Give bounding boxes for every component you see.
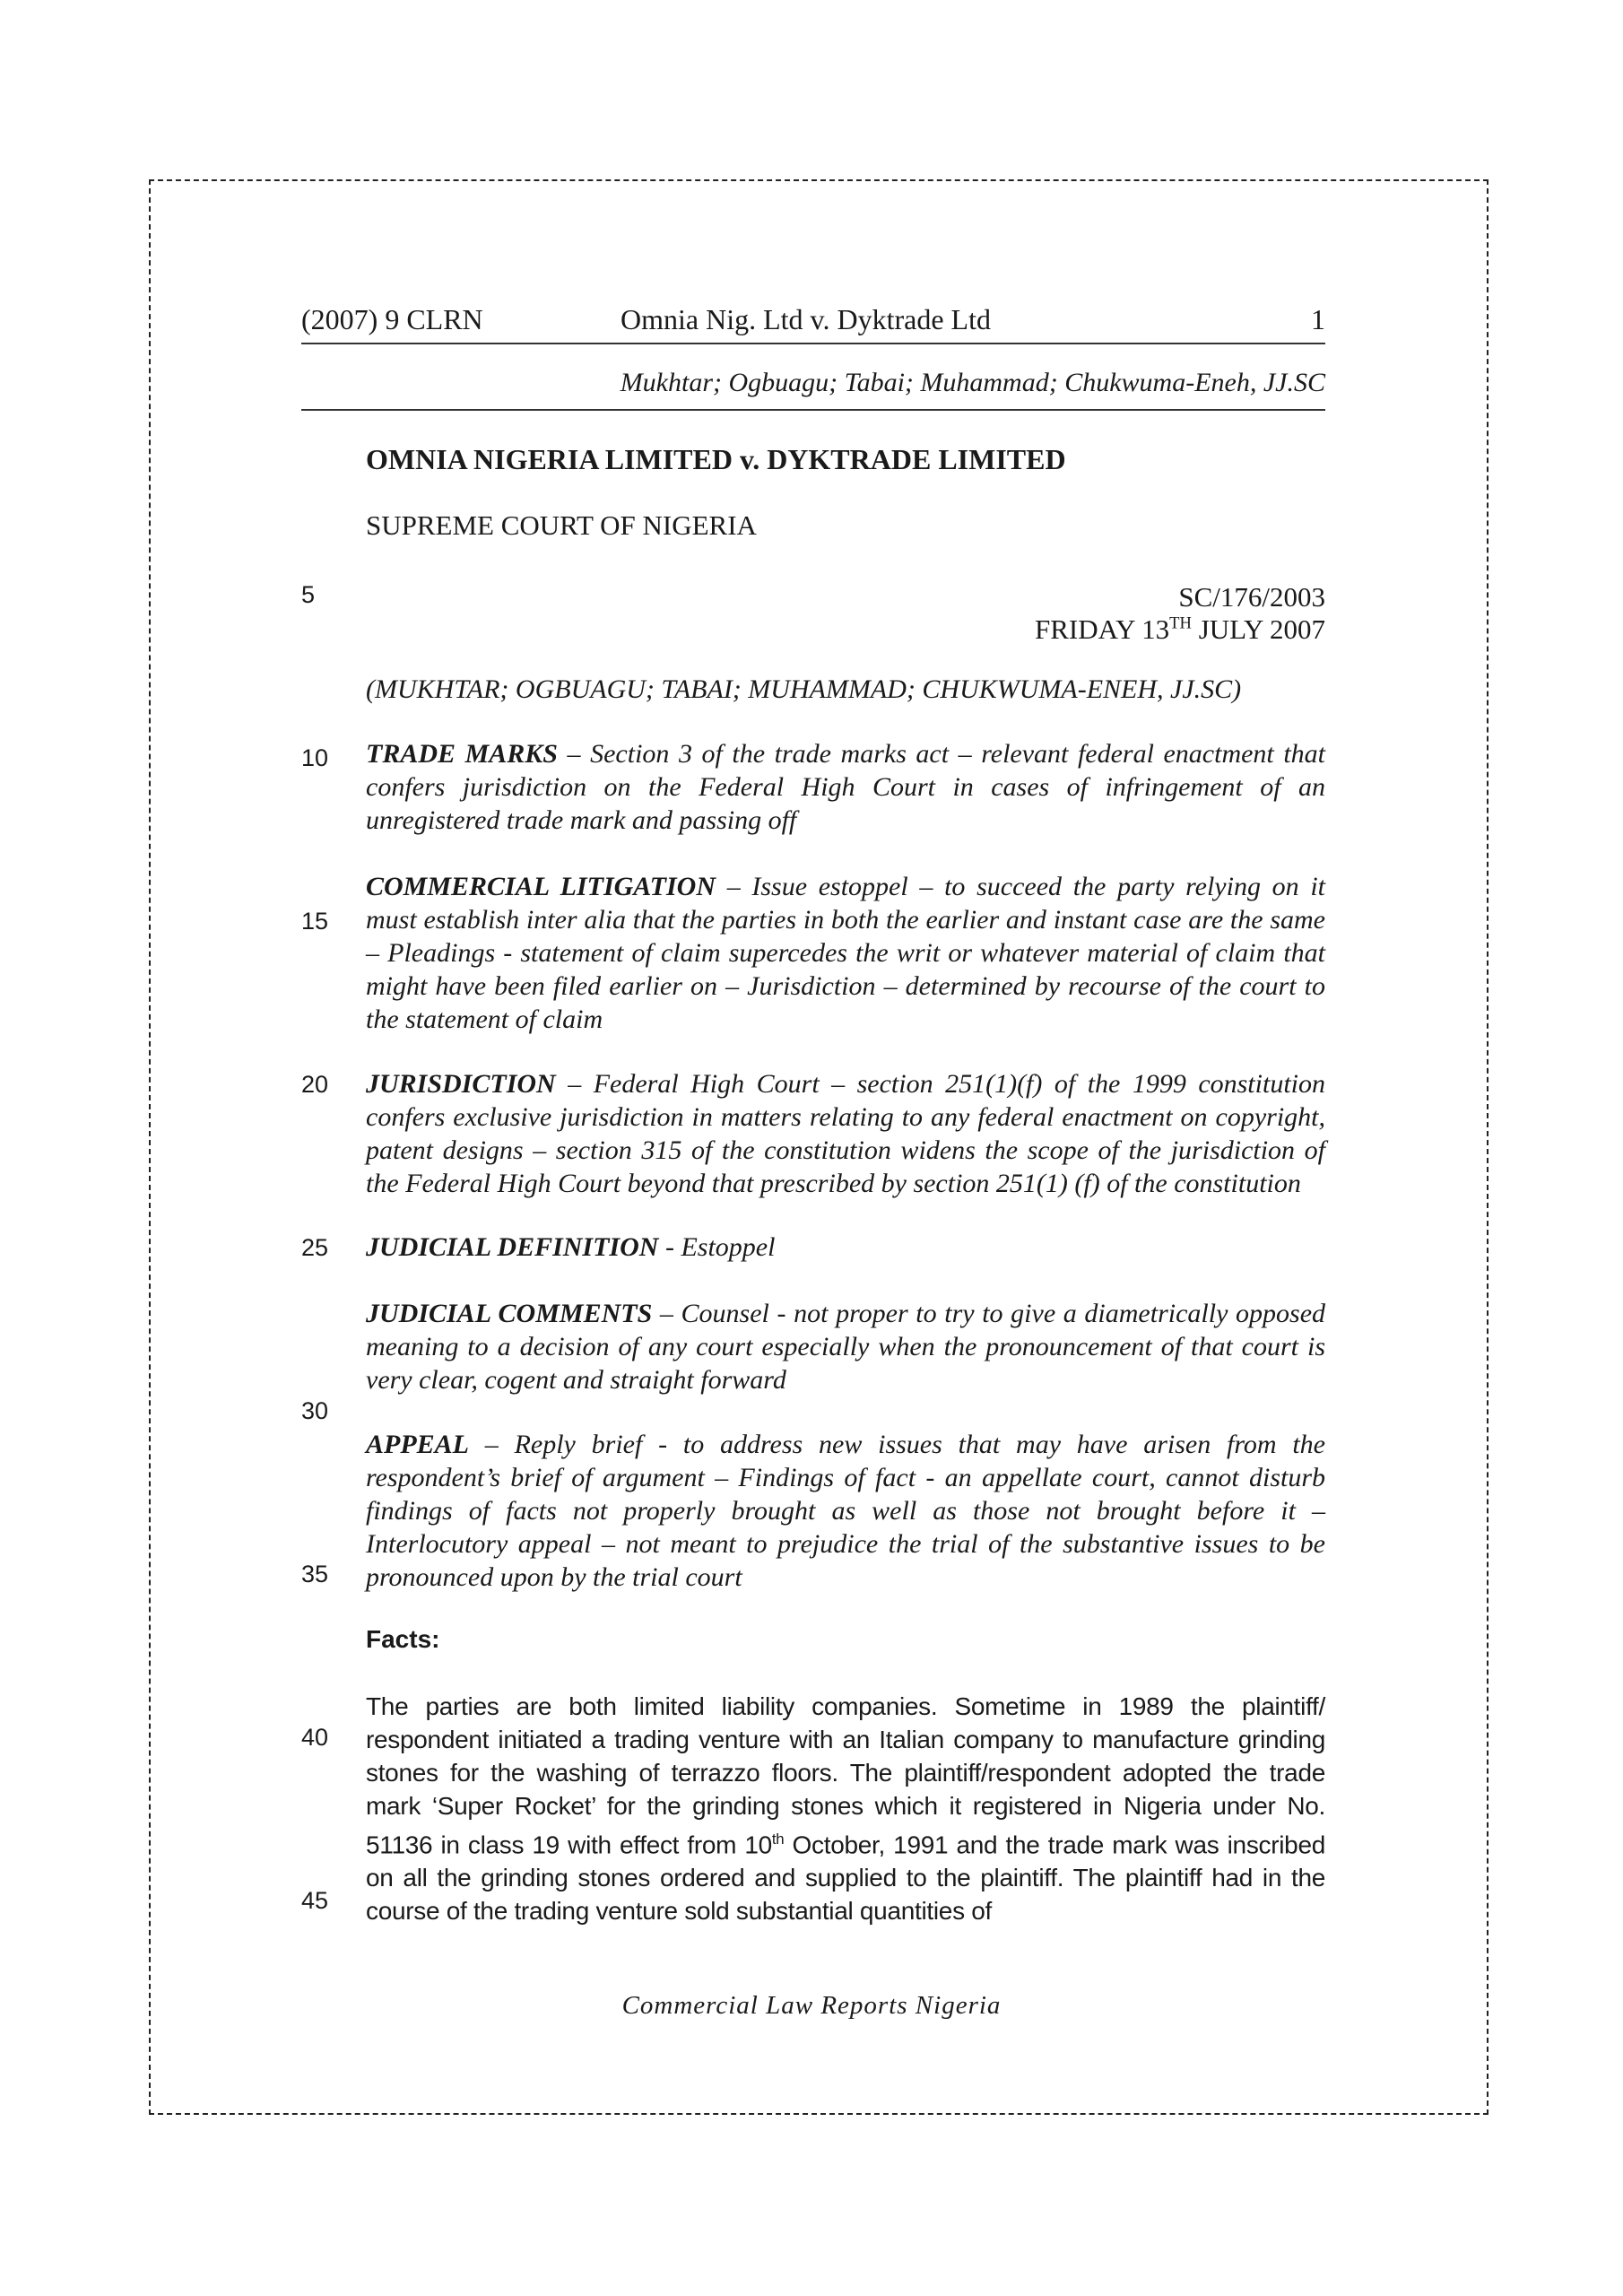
page-number: 1 bbox=[1311, 303, 1325, 335]
line-number: 40 bbox=[301, 1724, 329, 1751]
line-number: 35 bbox=[301, 1561, 329, 1587]
headnote-appeal: APPEAL – Reply brief - to address new issues that may have arisen from the respondent’s brief of argument – Findings of fact - an appellate court, cannot disturb findings of facts not properly brought as well as those not brought before it – Interlocutory appeal – not meant to prejudice the trial of the substantive issues to be pronounced upon by the trial court bbox=[366, 1430, 1325, 1592]
headnote-jurisdiction: JURISDICTION – Federal High Court – section 251(1)(f) of the 1999 constitution confers exclusive jurisdiction in matters relating to any federal enactment on copyright, patent designs – section 315 of the constitution widens the scope of the jurisdiction of the Federal High Court beyond that prescribed by section 251(1) (f) of the constitution bbox=[366, 1069, 1325, 1198]
case-title: OMNIA NIGERIA LIMITED v. DYKTRADE LIMITED bbox=[366, 443, 1066, 475]
line-number: 30 bbox=[301, 1397, 329, 1424]
facts-heading: Facts: bbox=[366, 1625, 440, 1653]
line-number: 45 bbox=[301, 1887, 329, 1914]
running-header bbox=[301, 301, 1325, 344]
justices-header: Mukhtar; Ogbuagu; Tabai; Muhammad; Chukwuma-Eneh, JJ.SC bbox=[301, 368, 1325, 411]
headnote-commercial-litigation: COMMERCIAL LITIGATION – Issue estoppel – to succeed the party relying on it must establish inter alia that the parties in both the earlier and instant case are the same – Pleadings - statement of claim supercedes the writ or whatever material of claim that might have been filed earlier on – Jurisdiction – determined by recourse of the court to the statement of claim bbox=[366, 872, 1325, 1034]
line-number: 10 bbox=[301, 744, 329, 771]
line-number: 15 bbox=[301, 908, 329, 935]
citation: (2007) 9 CLRN bbox=[301, 303, 483, 335]
line-number: 25 bbox=[301, 1234, 329, 1261]
judgment-date: FRIDAY 13TH JULY 2007 bbox=[1035, 613, 1325, 645]
headnote-judicial-comments: JUDICIAL COMMENTS – Counsel - not proper to try to give a diametrically opposed meaning to a decision of any court especially when the pronouncement of that court is very clear, cogent and straight forward bbox=[366, 1299, 1326, 1395]
line-number: 20 bbox=[301, 1071, 329, 1098]
line-number: 5 bbox=[301, 581, 316, 608]
facts-paragraph: The parties are both limited liability companies. Sometime in 1989 the plaintiff/ respondent initiated a trading venture with an Italian company to manufacture grinding stones for the washing of terrazzo floors. The plaintiff/respondent adopted the trade mark ‘Super Rocket’ for the grinding stones which it registered in Nigeria under No. 51136 in class 19 with effect from 10th October, 1991 and the trade mark was inscribed on all the grinding stones ordered and supplied to the plaintiff. The plaintiff had in the course of the trading venture sold substantial quantities of bbox=[366, 1692, 1325, 1926]
headnote-trade-marks: TRADE MARKS – Section 3 of the trade marks act – relevant federal enactment that confers jurisdiction on the Federal High Court in cases of infringement of an unregistered trade mark and passing off bbox=[366, 739, 1325, 835]
case-short-title: Omnia Nig. Ltd v. Dyktrade Ltd bbox=[621, 303, 991, 335]
publication-footer: Commercial Law Reports Nigeria bbox=[621, 1991, 1002, 2020]
headnote-judicial-definition: JUDICIAL DEFINITION - Estoppel bbox=[366, 1232, 776, 1262]
panel-of-justices: (MUKHTAR; OGBUAGU; TABAI; MUHAMMAD; CHUKWUMA-ENEH, JJ.SC) bbox=[366, 674, 1242, 704]
suit-number: SC/176/2003 bbox=[1178, 581, 1325, 613]
court-name: SUPREME COURT OF NIGERIA bbox=[366, 509, 757, 541]
